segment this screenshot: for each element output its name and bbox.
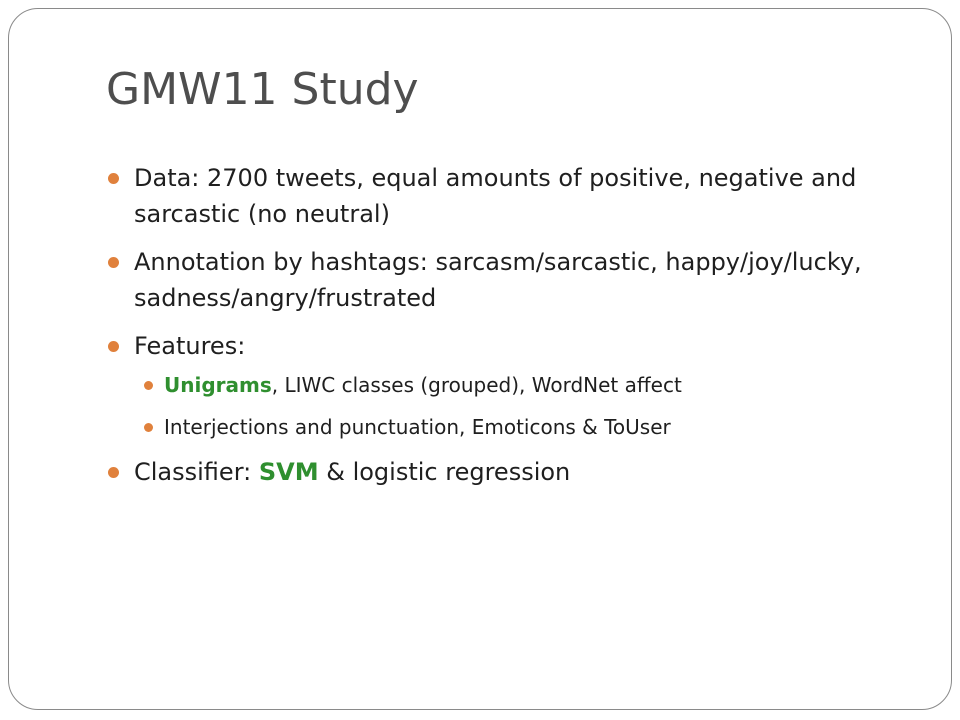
- bullet-annotation: [106, 244, 886, 316]
- highlight-svm: SVM: [258, 458, 319, 486]
- bullet-features: [106, 328, 886, 442]
- bullet-text: Annotation by hashtags: sarcasm/sarcastic, happy/joy/lucky, sadness/angry/frustrated: [134, 248, 862, 312]
- subbullet-interjections: [142, 412, 886, 442]
- subbullet-list: [134, 370, 886, 442]
- bullet-dot-icon: [108, 257, 119, 268]
- highlight-unigrams: Unigrams: [164, 373, 272, 397]
- bullet-text: Features:: [134, 332, 246, 360]
- bullet-classifier: [106, 454, 886, 490]
- bullet-data: [106, 160, 886, 232]
- subbullet-unigrams: [142, 370, 886, 400]
- bullet-list: [106, 160, 886, 490]
- subbullet-dot-icon: [144, 423, 153, 432]
- subbullet-dot-icon: [144, 381, 153, 390]
- bullet-text: Data: 2700 tweets, equal amounts of positive, negative and sarcastic (no neutral): [134, 164, 857, 228]
- slide-title: GMW11 Study: [106, 64, 419, 115]
- bullet-prefix: Classifier:: [134, 458, 259, 486]
- bullet-dot-icon: [108, 173, 119, 184]
- bullet-rest: & logistic regression: [318, 458, 571, 486]
- subbullet-text: , LIWC classes (grouped), WordNet affect: [271, 373, 682, 397]
- bullet-dot-icon: [108, 467, 119, 478]
- subbullet-text: Interjections and punctuation, Emoticons & ToUser: [164, 415, 671, 439]
- bullet-dot-icon: [108, 341, 119, 352]
